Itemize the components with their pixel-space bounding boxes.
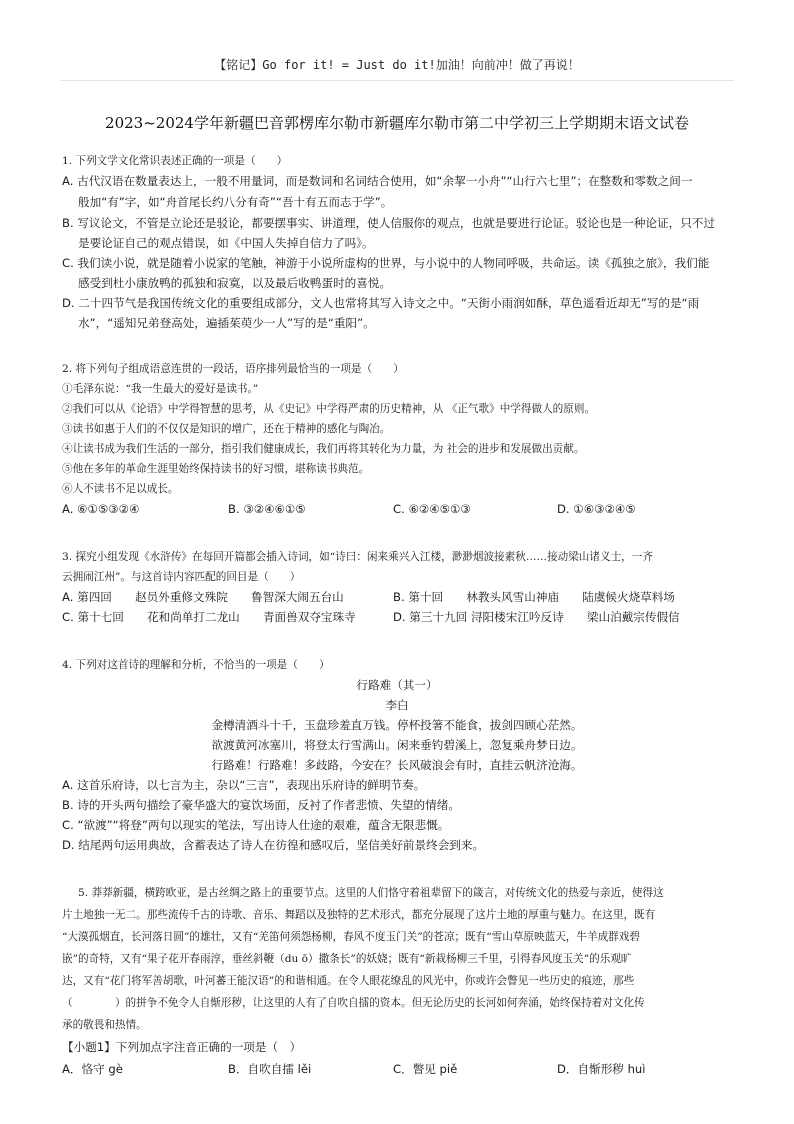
q2-sentence-1: ①毛泽东说：“我一生最大的爱好是读书。” [62, 383, 259, 395]
q3-stem-line2: 云拥闹江州”。与这首诗内容匹配的回目是（ ） [62, 571, 301, 583]
q1-option-b-line2: 是要论证自己的观点错误，如《中国人失掉自信力了吗》。 [78, 236, 374, 250]
q3-option-b: B. 第十回 林教头风雪山神庙 陆虞候火烧草料场 [393, 590, 675, 604]
q5-sub1-option-c: C．瞥见 piě [393, 1062, 458, 1076]
q1-option-c-line2: 感受到杜小康放鸭的孤独和寂寞，以及最后收鸭蛋时的喜悦。 [78, 276, 392, 290]
poem-line-2: 欲渡黄河冰塞川，将登太行雪满山。闲来垂钓碧溪上，忽复乘舟梦日边。 [211, 738, 583, 752]
q2-sentence-3: ③读书如惠于人们的不仅仅是知识的增广，还在于精神的感化与陶冶。 [62, 423, 391, 435]
q5-passage-line4: 嵌”的奇特，又有“果子花开春雨淳，垂丝斜鞭（du ō）撒条长”的妖娆；既有“新栽杨柳三千里，引得春风度玉关”的乐观旷 [62, 953, 632, 965]
q3-option-d: D. 第三十九回 浔阳楼宋江吟反诗 梁山泊戴宗传假信 [393, 610, 680, 624]
q2-option-d: D. ①⑥③②④⑤ [557, 502, 636, 516]
q5-passage-line1: 5. 莽莽新疆，横跨欧亚，是古丝绸之路上的重要节点。这里的人们恪守着祖辈留下的箴言，对传统文化的热爱与亲近，使得这 [78, 887, 664, 899]
q2-sentence-6: ⑥人不读书不足以成长。 [62, 483, 179, 495]
q2-option-c: C. ⑥②④⑤①③ [393, 502, 471, 516]
q4-option-a: A. 这首乐府诗，以七言为主，杂以“三言”，表现出乐府诗的鲜明节奏。 [62, 778, 426, 792]
q5-sub1-option-b: B．自吹自擂 lěi [228, 1062, 312, 1076]
exam-title: 2023~2024学年新疆巴音郭楞库尔勒市新疆库尔勒市第二中学初三上学期期末语文试卷 [105, 114, 689, 132]
q2-sentence-5: ⑤他在多年的革命生涯里始终保持读书的好习惯，堪称读书典范。 [62, 463, 370, 475]
poem-line-3: 行路难！行路难！多歧路，今安在？长风破浪会有时，直挂云帆济沧海。 [211, 758, 583, 772]
q3-option-c: C. 第十七回 花和尚单打二龙山 青面兽双夺宝珠寺 [62, 610, 356, 624]
q1-option-a-line2: 般加“有”字，如“舟首尾长约八分有奇”“吾十有五而志于学”。 [78, 195, 393, 209]
q1-option-d-line2: 水”，“遥知兄弟登高处，遍插茱萸少一人”写的是“重阳”。 [78, 316, 375, 330]
q5-sub1-option-d: D．自惭形秽 huì [557, 1062, 646, 1076]
q5-sub1-option-a: A．恪守 gè [62, 1062, 123, 1076]
q5-passage-line5: 达，又有“花门将军善胡歌，叶河蕃王能汉语”的和谐相通。在令人眼花缭乱的风光中，你或许会瞥见一些历史的痕迹，那些 [62, 975, 635, 987]
q5-passage-line6: （ ）的拼争不免令人自惭形秽，让这里的人有了自吹自擂的资本。但无论历史的长河如何奔涌，始终保持着对文化传 [62, 997, 645, 1009]
q5-passage-line2: 片土地独一无二。那些流传千古的诗歌、音乐、舞蹈以及独特的艺术形式，都充分展现了这片土地的厚重与魅力。在这里，既有 [62, 909, 656, 921]
q2-stem: 2. 将下列句子组成语意连贯的一段话，语序排列最恰当的一项是（ ） [62, 363, 404, 375]
header-divider [60, 80, 734, 81]
q1-option-c-line1: C. 我们读小说，就是随着小说家的笔触，神游于小说所虚构的世界，与小说中的人物同呼吸，共命运。读《孤独之旅》，我们能 [62, 256, 710, 270]
q1-option-b-line1: B. 写议论文，不管是立论还是驳论，都要摆事实、讲道理，使人信服你的观点，也就是要进行论证。驳论也是一种论证，只不过 [62, 216, 715, 230]
q4-option-b: B. 诗的开头两句描绘了豪华盛大的宴饮场面，反衬了作者悲愤、失望的情绪。 [62, 798, 460, 812]
q2-sentence-2: ②我们可以从《论语》中学得智慧的思考，从《史记》中学得严肃的历史精神，从 《正气歌》中学得做人的原则。 [62, 403, 596, 415]
q1-option-a-line1: A. 古代汉语在数量表达上，一般不用量词，而是数词和名词结合使用，如“余挈一小舟”“山行六七里”；在整数和零数之间一 [62, 174, 693, 188]
header-motto: 【铭记】Go for it! = Just do it!加油！向前冲！做了再说！ [214, 58, 580, 72]
q3-option-a: A. 第四回 赵员外重修文殊院 鲁智深大闹五台山 [62, 590, 344, 604]
q4-option-d: D. 结尾两句运用典故，含蓄表达了诗人在彷徨和感叹后，坚信美好前景终会到来。 [62, 838, 485, 852]
poem-author: 李白 [385, 698, 409, 712]
q1-stem: 1. 下列文学文化常识表述正确的一项是（ ） [62, 155, 288, 167]
q4-stem: 4. 下列对这首诗的理解和分析，不恰当的一项是（ ） [62, 659, 330, 671]
q5-subquestion-1-stem: 【小题1】下列加点字注音正确的一项是（ ） [62, 1040, 302, 1054]
q1-option-d-line1: D. 二十四节气是我国传统文化的重要组成部分，文人也常将其写入诗文之中。“天街小雨润如酥，草色遥看近却无”写的是“雨 [62, 296, 700, 310]
q5-passage-line7: 承的敬畏和热情。 [62, 1019, 147, 1031]
q4-option-c: C. “欲渡”“将登”两句以现实的笔法，写出诗人仕途的艰难，蕴含无限悲慨。 [62, 818, 450, 832]
poem-title: 行路难（其一） [356, 678, 438, 692]
q2-sentence-4: ④让读书成为我们生活的一部分，指引我们健康成长，我们再将其转化为力量，为 社会的进步和发展做出贡献。 [62, 443, 585, 455]
q5-passage-line3: “大漠孤烟直，长河落日圆”的雄壮，又有“羌笛何须怨杨柳，春风不度玉门关”的苍凉；既有“雪山草原映蓝天，牛羊成群戏碧 [62, 931, 640, 943]
q2-option-b: B. ③②④⑥①⑤ [228, 502, 306, 516]
q3-stem-line1: 3. 探究小组发现《水浒传》在每回开篇都会插入诗词，如“诗曰：闲来乘兴入江楼，渺渺烟波接素秋……接动梁山诸义士，一齐 [62, 551, 653, 563]
q2-option-a: A. ⑥①⑤③②④ [62, 502, 140, 516]
poem-line-1: 金樽清酒斗十千，玉盘珍羞直万钱。停杯投箸不能食，拔剑四顾心茫然。 [211, 718, 583, 732]
